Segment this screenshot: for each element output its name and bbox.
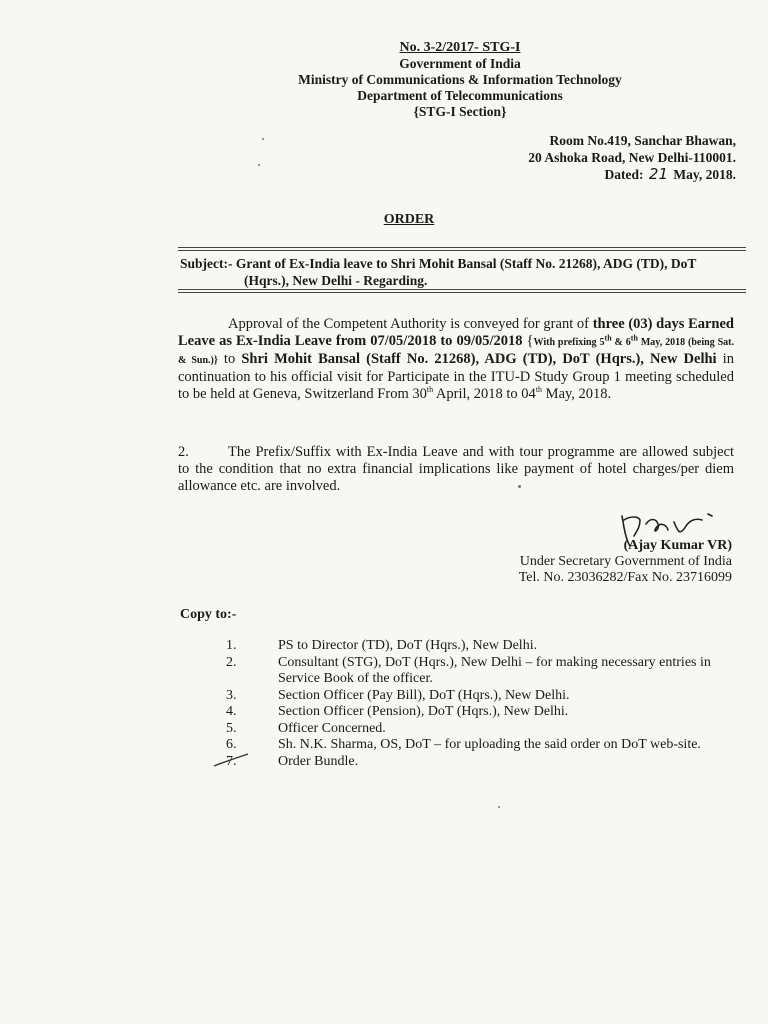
dated-month-year: May, 2018. [673,167,736,182]
copy-to-heading: Copy to:- [180,607,237,622]
list-item: 6. Sh. N.K. Sharma, OS, DoT – for uploading the said order on DoT web-site. [226,737,701,752]
scan-speck [262,138,264,140]
subject-block [180,255,746,289]
dated-line [528,166,736,183]
scan-speck [258,164,260,166]
list-item: 2. Consultant (STG), DoT (Hqrs.), New Delhi – for making necessary entries in Service Book of the officer. [226,654,711,686]
prefix-note: With prefixing 5th & 6th May, 2018 (being Sat. & Sun.)} [178,333,734,366]
officer-details: Shri Mohit Bansal (Staff No. 21268), ADG (TD), DoT (Hqrs.), New Delhi [241,351,717,367]
dated-day-handwritten: 21 [648,165,668,183]
list-item: 3. Section Officer (Pay Bill), DoT (Hqrs.), New Delhi. [226,687,570,703]
letterhead-line-ministry: Ministry of Communications & Information Technology [298,72,622,87]
leave-period: three (03) days Earned Leave as Ex-India Leave from 07/05/2018 to 09/05/2018 [178,316,735,349]
paragraph-1: Approval of the Competent Authority is conveyed for grant of three (03) days Earned Leave as Ex-India Leave from 07/05/2018 to 09/05/2018 {With prefixing 5th & 6th May, 2018 (being Sat. & Sun.)} to Shri Mohit Bansal (Staff No. 21268), ADG (TD), DoT (Hqrs.), New Delhi in continuation to his official visit for Participate in the ITU-D Study Group 1 meeting scheduled to be held at Geneva, Switzerland From 30th April, 2018 to 04th May, 2018. [178,316,735,402]
letterhead-line-government: Government of India [399,56,521,71]
paragraph-2-number: 2. [178,444,189,460]
list-item: 4. Section Officer (Pension), DoT (Hqrs.), New Delhi. [226,704,569,719]
subject-line-2: (Hqrs.), New Delhi - Regarding. [244,273,428,288]
divider-bottom-double [178,292,746,293]
paragraph-2-text: The Prefix/Suffix with Ex-India Leave and with tour programme are allowed subject to the condition that no extra financial implications like payment of hotel charges/per diem allowance etc. are involved. [178,444,734,494]
signatory-contact: Tel. No. 23036282/Fax No. 23716099 [518,570,732,585]
divider-top-double [178,250,746,251]
address-line-room: Room No.419, Sanchar Bhawan, [549,133,736,148]
list-item: 1. PS to Director (TD), DoT (Hqrs.), New Delhi. [226,638,538,653]
address-line-road: 20 Ashoka Road, New Delhi-110001. [528,150,736,165]
scan-speck [498,806,500,808]
address-block [528,132,736,183]
reference-number: No. 3-2/2017- STG-I [399,40,521,55]
tick-mark-icon [212,752,252,768]
scan-speck [518,485,521,488]
list-item: 5. Officer Concerned. [226,720,386,736]
paragraph-2 [178,444,734,495]
signatory-block [519,538,732,586]
order-title: ORDER [383,212,435,227]
letterhead-line-department: Department of Telecommunications [357,88,563,103]
letterhead-line-section: {STG-I Section} [413,104,507,119]
signatory-designation: Under Secretary Government of India [519,554,732,569]
divider-top [178,247,746,248]
divider-bottom [178,289,746,290]
subject-line-1: Subject:- Grant of Ex-India leave to Shri Mohit Bansal (Staff No. 21268), ADG (TD), DoT [180,256,697,271]
dated-label: Dated: [604,167,644,182]
letterhead [240,40,680,120]
list-item: 7. Order Bundle. [226,753,359,769]
copy-to-list [220,638,736,770]
signatory-name: (Ajay Kumar VR) [623,538,732,553]
